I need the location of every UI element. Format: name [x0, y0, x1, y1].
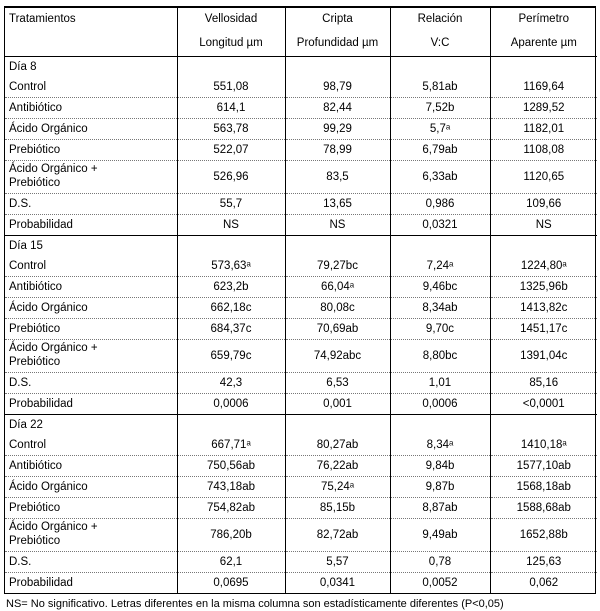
row-value: 80,27ab — [285, 435, 390, 456]
row-label: D.S. — [5, 194, 177, 215]
row-value: 1410,18ᵃ — [490, 435, 597, 456]
table-row — [5, 140, 597, 161]
row-value: 55,7 — [177, 194, 285, 215]
header-blank — [5, 30, 177, 57]
row-value: 5,57 — [285, 552, 390, 573]
row-value: 9,49ab — [390, 519, 490, 552]
header-crypt-depth: Profundidad µm — [285, 30, 390, 57]
row-value: 9,70c — [390, 319, 490, 340]
row-value: 1,01 — [390, 373, 490, 394]
row-value: 1391,04c — [490, 340, 597, 373]
row-value: 42,3 — [177, 373, 285, 394]
row-value: 0,0341 — [285, 573, 390, 594]
row-label: D.S. — [5, 373, 177, 394]
row-value: 8,80bc — [390, 340, 490, 373]
row-value: 1108,08 — [490, 140, 597, 161]
row-value: 0,0321 — [390, 215, 490, 236]
row-value: 1325,96b — [490, 277, 597, 298]
row-label: D.S. — [5, 552, 177, 573]
row-value: 9,84b — [390, 456, 490, 477]
row-value: 82,44 — [285, 98, 390, 119]
section-empty-cell — [390, 236, 490, 257]
results-table — [5, 8, 597, 593]
row-value: 8,87ab — [390, 498, 490, 519]
row-value: 8,34ᵃ — [390, 435, 490, 456]
section-header-row — [5, 236, 597, 257]
table-footnote: NS= No significativo. Letras diferentes en la misma columna son estadísticamente diferentes (P<0,05) — [6, 598, 504, 610]
row-value: 786,20b — [177, 519, 285, 552]
table-row — [5, 277, 597, 298]
row-value: 522,07 — [177, 140, 285, 161]
row-value: 83,5 — [285, 161, 390, 194]
table-header-row-2 — [5, 30, 597, 57]
section-empty-cell — [490, 57, 597, 78]
table-row — [5, 394, 597, 415]
row-value: 70,69ab — [285, 319, 390, 340]
row-value: 6,33ab — [390, 161, 490, 194]
section-empty-cell — [177, 57, 285, 78]
row-value: 684,37c — [177, 319, 285, 340]
table-row — [5, 298, 597, 319]
header-apparent-perimeter: Aparente µm — [490, 30, 597, 57]
header-vc-ratio: V:C — [390, 30, 490, 57]
table-row — [5, 477, 597, 498]
table-row — [5, 498, 597, 519]
header-treatments: Tratamientos — [9, 12, 76, 25]
row-label: Probabilidad — [5, 215, 177, 236]
row-value: 0,062 — [490, 573, 597, 594]
row-value: NS — [285, 215, 390, 236]
row-label: Antibiótico — [5, 456, 177, 477]
row-value: 1120,65 — [490, 161, 597, 194]
row-value: 551,08 — [177, 77, 285, 98]
table-row — [5, 519, 597, 552]
section-empty-cell — [177, 415, 285, 436]
table-row — [5, 215, 597, 236]
row-value: 9,87b — [390, 477, 490, 498]
row-value: 85,15b — [285, 498, 390, 519]
section-empty-cell — [177, 236, 285, 257]
table-row — [5, 161, 597, 194]
section-empty-cell — [390, 57, 490, 78]
row-value: 99,29 — [285, 119, 390, 140]
row-value: 1224,80ᵃ — [490, 256, 597, 277]
section-header-row — [5, 57, 597, 78]
row-value: 79,27bc — [285, 256, 390, 277]
section-title: Día 15 — [5, 236, 177, 257]
table-row — [5, 77, 597, 98]
section-empty-cell — [285, 236, 390, 257]
section-empty-cell — [490, 415, 597, 436]
row-label: Ácido Orgánico — [5, 298, 177, 319]
section-empty-cell — [285, 415, 390, 436]
row-label: Ácido Orgánico + Prebiótico — [5, 340, 177, 373]
row-value: 659,79c — [177, 340, 285, 373]
header-crypt: Cripta — [285, 8, 390, 30]
section-empty-cell — [390, 415, 490, 436]
row-value: 1289,52 — [490, 98, 597, 119]
table-frame — [4, 6, 596, 594]
row-value: 66,04ᵃ — [285, 277, 390, 298]
row-value: 1169,64 — [490, 77, 597, 98]
table-body — [5, 57, 597, 594]
row-value: 109,66 — [490, 194, 597, 215]
row-value: 82,72ab — [285, 519, 390, 552]
row-label: Ácido Orgánico + Prebiótico — [5, 161, 177, 194]
table-row — [5, 319, 597, 340]
row-value: 6,53 — [285, 373, 390, 394]
row-value: 1413,82c — [490, 298, 597, 319]
row-value: 754,82ab — [177, 498, 285, 519]
row-value: 0,0052 — [390, 573, 490, 594]
header-perimeter: Perímetro — [490, 8, 597, 30]
row-value: 1182,01 — [490, 119, 597, 140]
row-label: Ácido Orgánico + Prebiótico — [5, 519, 177, 552]
row-label: Prebiótico — [5, 319, 177, 340]
row-value: 623,2b — [177, 277, 285, 298]
row-value: 62,1 — [177, 552, 285, 573]
row-value: 0,78 — [390, 552, 490, 573]
row-label: Probabilidad — [5, 573, 177, 594]
row-value: 0,0006 — [390, 394, 490, 415]
row-label: Control — [9, 438, 47, 451]
row-value: 74,92abc — [285, 340, 390, 373]
row-value: 80,08c — [285, 298, 390, 319]
row-value: 1652,88b — [490, 519, 597, 552]
table-row — [5, 552, 597, 573]
row-value: NS — [490, 215, 597, 236]
table-row — [5, 435, 597, 456]
section-title: Día 22 — [5, 415, 177, 436]
row-label: Control — [9, 259, 47, 272]
row-value: 98,79 — [285, 77, 390, 98]
row-label: Probabilidad — [5, 394, 177, 415]
row-value: 13,65 — [285, 194, 390, 215]
row-value: 563,78 — [177, 119, 285, 140]
row-value: <0,0001 — [490, 394, 597, 415]
table-row — [5, 256, 597, 277]
row-value: 7,52b — [390, 98, 490, 119]
header-villus-length: Longitud µm — [177, 30, 285, 57]
row-value: 6,79ab — [390, 140, 490, 161]
row-label: Control — [9, 80, 47, 93]
row-value: 614,1 — [177, 98, 285, 119]
row-value: 125,63 — [490, 552, 597, 573]
section-empty-cell — [490, 236, 597, 257]
row-label: Ácido Orgánico — [5, 477, 177, 498]
row-value: 743,18ab — [177, 477, 285, 498]
row-value: 75,24ᵃ — [285, 477, 390, 498]
row-value: 573,63ᵃ — [177, 256, 285, 277]
row-value: 0,001 — [285, 394, 390, 415]
table-row — [5, 456, 597, 477]
row-value: 0,986 — [390, 194, 490, 215]
row-value: 76,22ab — [285, 456, 390, 477]
row-value: 5,7ᵃ — [390, 119, 490, 140]
row-label: Antibiótico — [5, 277, 177, 298]
row-value: 78,99 — [285, 140, 390, 161]
row-label: Antibiótico — [5, 98, 177, 119]
header-villus: Vellosidad — [177, 8, 285, 30]
row-label: Prebiótico — [5, 498, 177, 519]
table-header-row-1 — [5, 8, 597, 30]
row-value: 750,56ab — [177, 456, 285, 477]
section-title: Día 8 — [5, 57, 177, 78]
table-row — [5, 373, 597, 394]
row-value: 0,0006 — [177, 394, 285, 415]
table-row — [5, 573, 597, 594]
row-value: 1577,10ab — [490, 456, 597, 477]
section-header-row — [5, 415, 597, 436]
row-label: Ácido Orgánico — [5, 119, 177, 140]
row-value: 5,81ab — [390, 77, 490, 98]
row-value: 526,96 — [177, 161, 285, 194]
row-label: Prebiótico — [5, 140, 177, 161]
table-row — [5, 119, 597, 140]
header-ratio: Relación — [390, 8, 490, 30]
table-row — [5, 340, 597, 373]
row-value: 1588,68ab — [490, 498, 597, 519]
row-value: NS — [177, 215, 285, 236]
row-value: 1568,18ab — [490, 477, 597, 498]
row-value: 85,16 — [490, 373, 597, 394]
row-value: 8,34ab — [390, 298, 490, 319]
row-value: 1451,17c — [490, 319, 597, 340]
row-value: 662,18c — [177, 298, 285, 319]
row-value: 667,71ᵃ — [177, 435, 285, 456]
row-value: 0,0695 — [177, 573, 285, 594]
table-row — [5, 98, 597, 119]
table-row — [5, 194, 597, 215]
row-value: 9,46bc — [390, 277, 490, 298]
row-value: 7,24ᵃ — [390, 256, 490, 277]
section-empty-cell — [285, 57, 390, 78]
